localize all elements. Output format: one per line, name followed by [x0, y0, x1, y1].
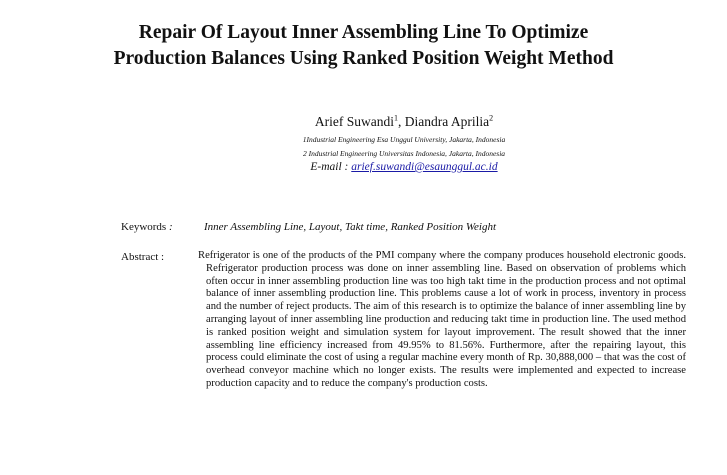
author-name: Diandra Aprilia: [404, 114, 490, 129]
abstract-label: Abstract :: [121, 251, 165, 263]
author-name: Arief Suwandi: [314, 114, 394, 129]
email-link[interactable]: arief.suwandi@esaunggul.ac.id: [351, 161, 498, 173]
affiliation-1: 1Industrial Engineering Esa Unggul University, Jakarta, Indonesia: [302, 135, 506, 144]
email-label: E-mail :: [310, 161, 352, 173]
keywords-label: [121, 220, 173, 235]
author-separator: ,: [398, 114, 405, 129]
affiliation-2: 2 Industrial Engineering Universitas Indonesia, Jakarta, Indonesia: [302, 149, 506, 158]
author-affiliation-mark: 2: [489, 113, 494, 123]
author-list: [0, 113, 727, 131]
keywords-colon: :: [166, 221, 173, 233]
abstract-text: Refrigerator is one of the products of the PMI company where the company produces household electronic goods. Refrigerator production process was done on inner assembling line. Based on observation of problems which often occur in inner assembling production line was too high takt time in the production process and not optimal balance of inner assembling production line. This problems cause a lot of work in process, inventory in process and the number of reject products. The aim of this research is to optimize the balance of inner assembling line by arranging layout of inner assembling line production and reducing takt time in production line. The used method is ranked position weight and simulation system for layout improvement. The result showed that the inner assembling line efficiency increased from 49.95% to 81.56%. Furthermore, after the repairing layout, this process could eliminate the cost of using a regular machine every month of Rp. 30,888,000 – that was the cost of overhead conveyor machine which no longer exists. The results were implemented and expected to increase production capacity and to reduce the company's production costs.: [198, 250, 686, 389]
paper-title-line-2: Production Balances Using Ranked Position Weight Method: [113, 48, 614, 69]
paper-title-line-1: Repair Of Layout Inner Assembling Line To Optimize: [138, 22, 589, 43]
paper-title: [0, 20, 727, 72]
author-affiliation-mark: 1: [394, 113, 398, 123]
keywords-text: Inner Assembling Line, Layout, Takt time, Ranked Position Weight: [204, 221, 496, 233]
email-line: [0, 160, 727, 175]
keywords-label-text: Keywords: [121, 221, 167, 233]
